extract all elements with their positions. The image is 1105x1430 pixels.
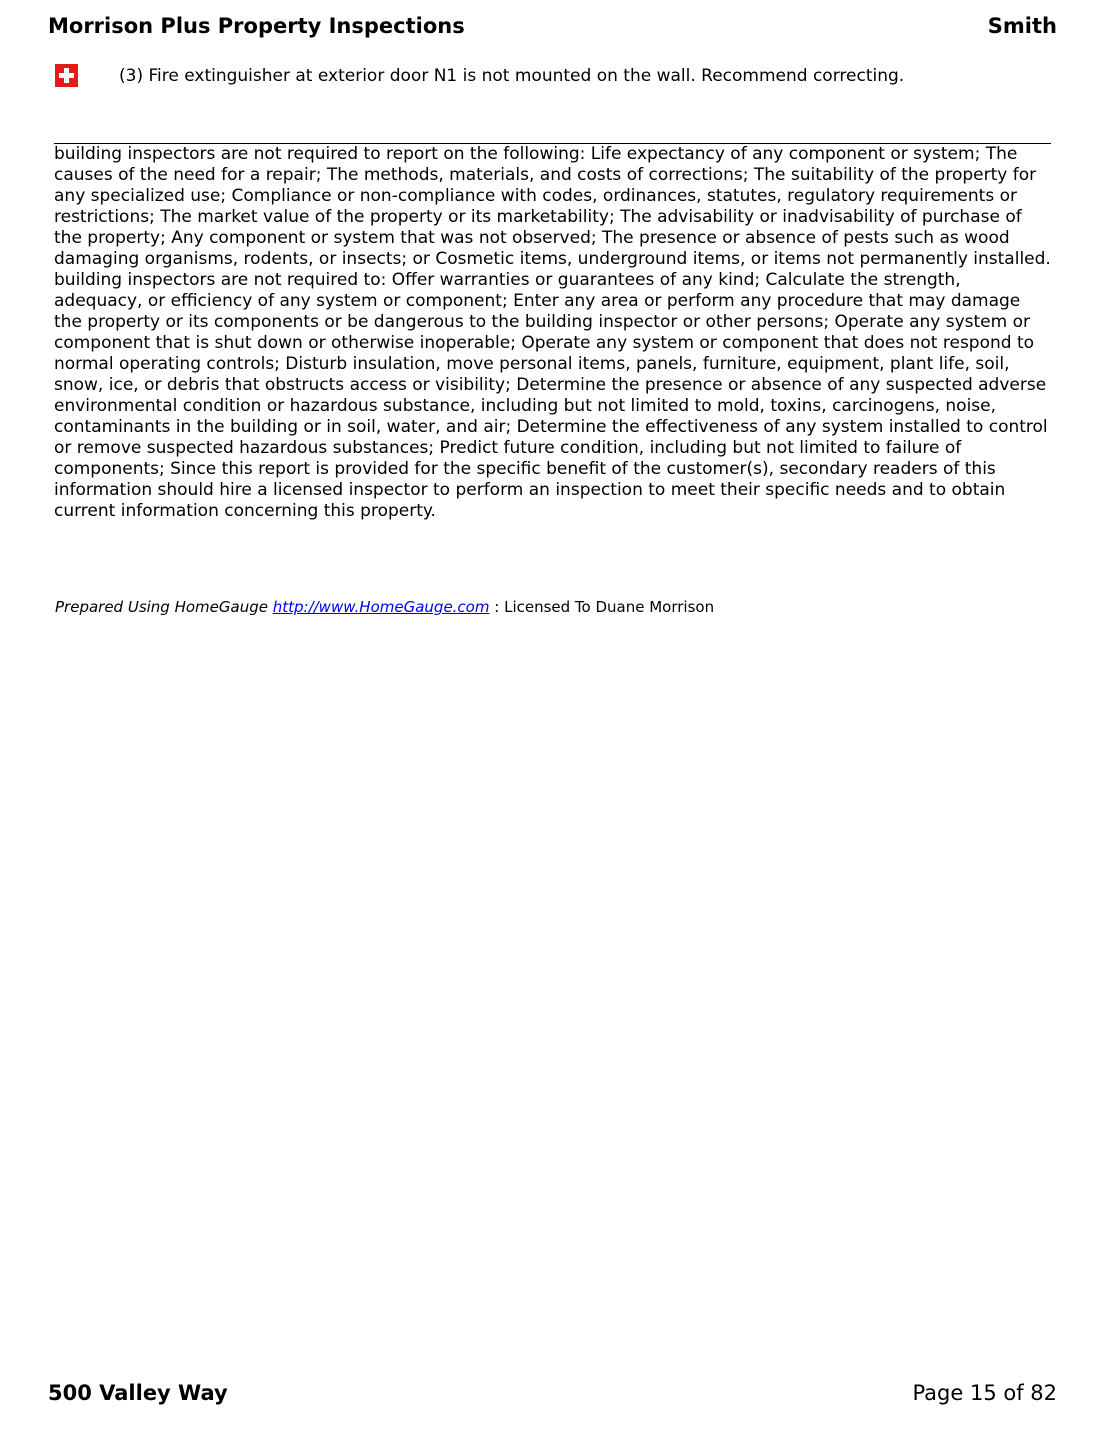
red-cross-icon xyxy=(55,64,78,87)
client-name: Smith xyxy=(987,14,1057,38)
page-footer xyxy=(48,1380,1057,1406)
prepared-prefix: Prepared Using HomeGauge xyxy=(55,598,273,616)
prepared-using-line xyxy=(55,597,714,617)
homegauge-link[interactable]: http://www.HomeGauge.com xyxy=(272,598,490,616)
disclaimer-paragraph: building inspectors are not required to report on the following: Life expectancy of any component or system; The causes of the need for a repair; The methods, materials, and costs of corrections; The suitability of the property for any specialized use; Compliance or non-compliance with codes, ordinances, statutes, regulatory requirements or restrictions; The market value of the property or its marketability; The advisability or inadvisability of purchase of the property; Any component or system that was not observed; The presence or absence of pests such as wood damaging organisms, rodents, or insects; or Cosmetic items, underground items, or items not permanently installed. building inspectors are not required to: Offer warranties or guarantees of any kind; Calculate the strength, adequacy, or efficiency of any system or component; Enter any area or perform any procedure that may damage the property or its components or be dangerous to the building inspector or other persons; Operate any system or component that is shut down or otherwise inoperable; Operate any system or component that does not respond to normal operating controls; Disturb insulation, move personal items, panels, furniture, equipment, plant life, soil, snow, ice, or debris that obstructs access or visibility; Determine the presence or absence of any suspected adverse environmental condition or hazardous substance, including but not limited to mold, toxins, carcinogens, noise, contaminants in the building or in soil, water, and air; Determine the effectiveness of any system installed to control or remove suspected hazardous substances; Predict future condition, including but not limited to failure of components; Since this report is provided for the specific benefit of the customer(s), secondary readers of this information should hire a licensed inspector to perform an inspection to meet their specific needs and to obtain current information concerning this property. xyxy=(54,144,1051,521)
page-header xyxy=(48,13,1057,39)
page-number: Page 15 of 82 xyxy=(912,1381,1057,1405)
company-name: Morrison Plus Property Inspections xyxy=(48,14,465,38)
prepared-suffix: : Licensed To Duane Morrison xyxy=(494,598,715,616)
finding-item xyxy=(55,64,1057,88)
property-address: 500 Valley Way xyxy=(48,1381,228,1405)
finding-text: (3) Fire extinguisher at exterior door N1 is not mounted on the wall. Recommend correcting. xyxy=(119,66,905,86)
